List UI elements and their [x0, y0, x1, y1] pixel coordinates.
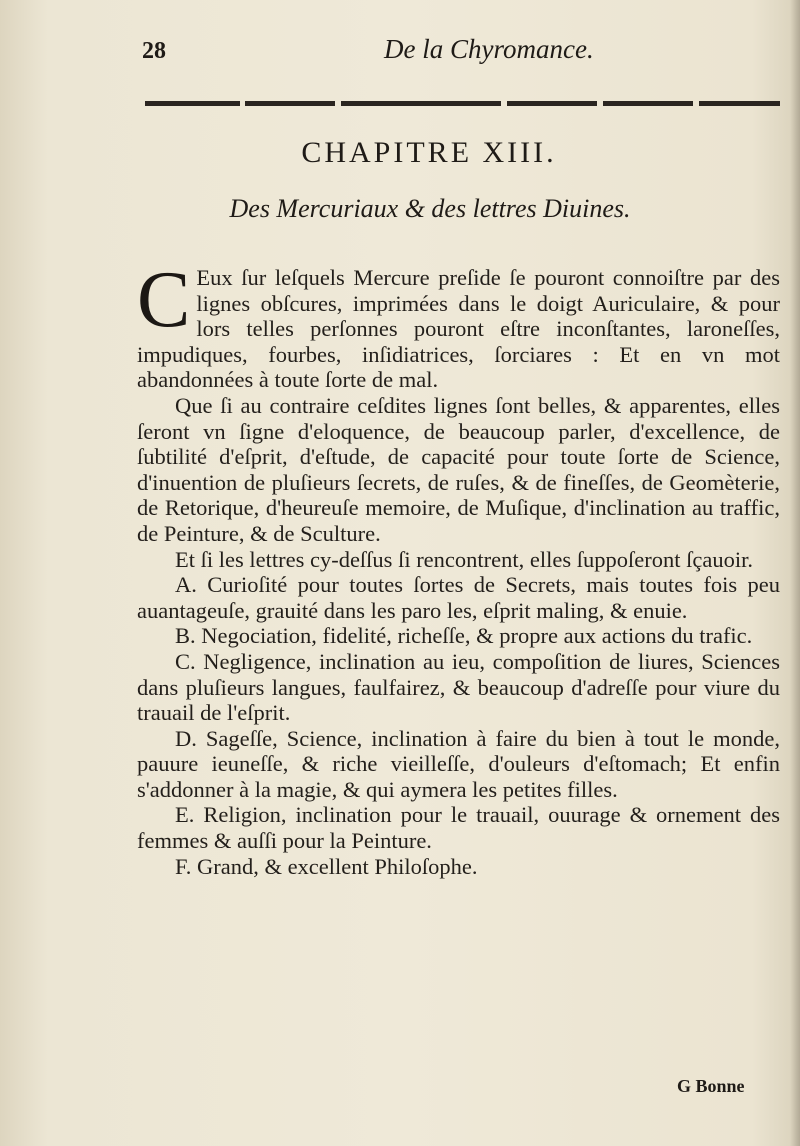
running-head — [0, 30, 800, 70]
paragraph-letter-f: F. Grand, & excellent Philoſophe. — [175, 853, 478, 879]
paragraph: Que ſi au contraire ceſdites lignes ſont belles, & apparentes, elles ſeront vn ſigne d'eloquence, de beaucoup parler, d'excellence, de ſubtilité d'eſprit, d'eſtude, de capacité pour toute ſorte de Science, d'inuention de pluſieurs ſecrets, de ruſes, & de fineſſes, de Geomèterie, de Retorique, d'heureuſe memoire, de Muſique, d'inclination au traffic, de Peinture, & de Sculture. — [137, 392, 780, 546]
paragraph-intro — [137, 256, 780, 393]
paragraph-letter-a: A. Curioſité pour toutes ſortes de Secrets, mais toutes fois peu auantageuſe, grauité dans les paro les, eſprit maling, & enuie. — [137, 572, 780, 623]
drop-cap: C — [137, 256, 191, 344]
paragraph: Et ſi les lettres cy-deſſus ſi rencontrent, elles ſuppoſeront ſçauoir. — [175, 546, 753, 572]
paragraph-letter-e: E. Religion, inclination pour le trauail, ouurage & ornement des femmes & auſſi pour la Peinture. — [137, 802, 780, 854]
signature-mark: G Bonne — [677, 1076, 745, 1096]
body-text — [137, 256, 780, 879]
chapter-subtitle: Des Mercuriaux & des lettres Diuines. — [229, 194, 631, 223]
chapter-heading: CHAPITRE XIII. — [301, 136, 557, 169]
page-number: 28 — [142, 38, 166, 64]
paragraph-letter-b: B. Negociation, fidelité, richeſſe, & propre aux actions du trafic. — [175, 623, 753, 649]
page-edge-shadow — [790, 0, 800, 1146]
running-title: De la Chyromance. — [384, 34, 594, 64]
ornamental-rule — [145, 101, 780, 109]
paragraph-text: Eux ſur leſquels Mercure preſide ſe pouront connoiſtre par des lignes obſcures, imprimées dans le doigt Auriculaire, & pour lors telles perſonnes pouront eſtre inconſtantes, laroneſſes, impudiques, fourbes, inſidiatrices, ſorciares : Et en vn mot abandonnées à toute ſorte de mal. — [137, 265, 780, 393]
paragraph-letter-c: C. Negligence, inclination au ieu, compoſition de liures, Sciences dans pluſieurs langues, faulfairez, & beaucoup d'adreſſe pour viure du trauail de l'eſprit. — [137, 648, 780, 726]
paragraph-letter-d: D. Sageſſe, Science, inclination à faire du bien à tout le monde, pauure ieuneſſe, & riche vieilleſſe, d'ouleurs d'eſtomach; Et enfin s'addonner à la magie, & qui aymera les petites filles. — [137, 725, 780, 802]
